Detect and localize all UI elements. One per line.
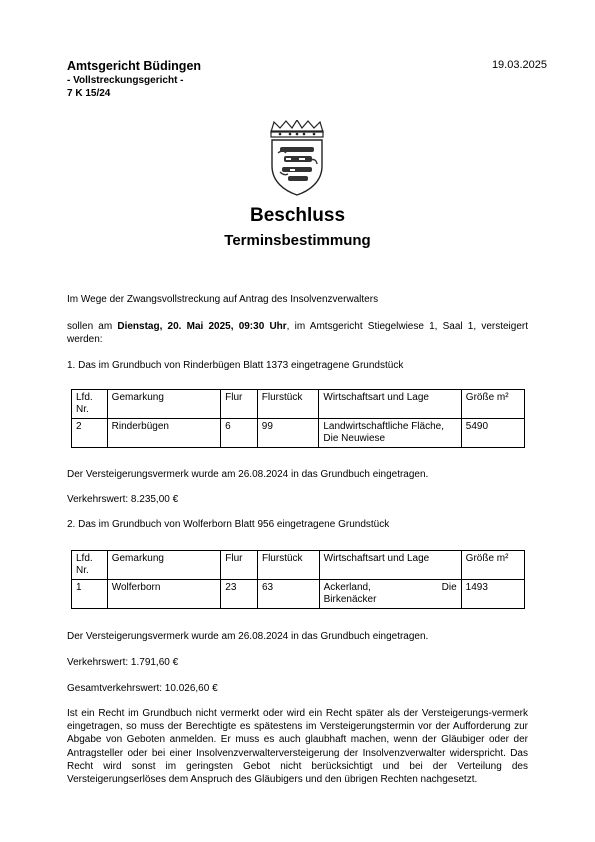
col-header-flurstueck: Flurstück <box>257 551 319 580</box>
document-title: Beschluss <box>249 205 346 226</box>
appointment-suffix: , im Amtsgericht Stiegelwiese 1, Saal 1, versteigert werden: <box>67 321 529 345</box>
table-header-row <box>72 551 525 580</box>
plot-2-heading: 2. Das im Grundbuch von Wolferborn Blatt 956 eingetragene Grundstück <box>67 519 390 530</box>
cell-lage <box>319 580 461 609</box>
cell-lage-line-1 <box>324 582 457 594</box>
cell-lage-part-b: Die <box>441 582 457 593</box>
cell-flurstueck: 63 <box>257 580 319 609</box>
col-header-nr: Lfd. Nr. <box>72 551 108 580</box>
cell-flur: 23 <box>221 580 258 609</box>
col-header-flurstueck: Flurstück <box>257 390 319 419</box>
cell-gemarkung: Rinderbügen <box>107 419 220 448</box>
legal-notice: Ist ein Recht im Grundbuch nicht vermerkt oder wird ein Recht später als der Versteigerungs-vermerk eingetragen, so muss der Berechtigte es spätestens im Versteigerungstermin vor der Aufforderung zur Abgabe von Geboten anmelden. Er muss es auch glaubhaft machen, wenn der Gläubiger oder der Antragsteller oder bei einer Insolvenzverwalterversteigerung der Insolvenzverwalter widerspricht. Das Recht wird sonst im geringsten Gebot nicht berücksichtigt und bei der Verteilung des Versteigerungserlöses dem Anspruch des Gläubigers und den übrigen Rechten nachgesetzt. <box>67 708 528 786</box>
appointment-text <box>67 320 528 346</box>
cell-groesse: 5490 <box>461 419 524 448</box>
plot-1-heading: 1. Das im Grundbuch von Rinderbügen Blatt 1373 eingetragene Grundstück <box>67 360 404 371</box>
cell-flurstueck: 99 <box>257 419 319 448</box>
table-header-row <box>72 390 525 419</box>
file-number: 7 K 15/24 <box>67 88 111 99</box>
table-row <box>72 580 525 609</box>
appointment-date: Dienstag, 20. Mai 2025, 09:30 Uhr <box>117 321 287 332</box>
court-department: - Vollstreckungsgericht - <box>67 75 184 86</box>
plot-2-verkehrswert: Verkehrswert: 1.791,60 € <box>67 657 179 668</box>
cell-groesse: 1493 <box>461 580 524 609</box>
plot-1-verkehrswert: Verkehrswert: 8.235,00 € <box>67 494 179 505</box>
col-header-lage: Wirtschaftsart und Lage <box>319 551 461 580</box>
court-name: Amtsgericht Büdingen <box>67 59 202 73</box>
plot-2-vermerk: Der Versteigerungsvermerk wurde am 26.08.2024 in das Grundbuch eingetragen. <box>67 631 429 642</box>
cell-lage-line-2: Birkenäcker <box>323 594 377 605</box>
hessen-coat-of-arms-icon <box>266 120 328 196</box>
document-date: 19.03.2025 <box>491 59 547 71</box>
table-row <box>72 419 525 448</box>
col-header-groesse: Größe m² <box>461 551 524 580</box>
appointment-prefix: sollen am <box>67 321 118 332</box>
col-header-flur: Flur <box>221 390 258 419</box>
plot-1-vermerk: Der Versteigerungsvermerk wurde am 26.08.2024 in das Grundbuch eingetragen. <box>67 469 429 480</box>
cell-nr: 2 <box>72 419 108 448</box>
cell-nr: 1 <box>72 580 108 609</box>
col-header-nr: Lfd. Nr. <box>72 390 108 419</box>
cell-lage-part-a: Ackerland, <box>323 582 371 593</box>
col-header-flur: Flur <box>221 551 258 580</box>
plot-1-table <box>71 389 525 448</box>
cell-lage: Landwirtschaftliche Fläche, Die Neuwiese <box>319 419 461 448</box>
cell-flur: 6 <box>221 419 258 448</box>
col-header-gemarkung: Gemarkung <box>107 551 221 580</box>
col-header-gemarkung: Gemarkung <box>107 390 220 419</box>
plot-2-table <box>71 550 525 609</box>
col-header-groesse: Größe m² <box>461 390 524 419</box>
col-header-lage: Wirtschaftsart und Lage <box>319 390 461 419</box>
cell-gemarkung: Wolferborn <box>107 580 221 609</box>
document-subtitle: Terminsbestimmung <box>224 232 371 249</box>
intro-text: Im Wege der Zwangsvollstreckung auf Antrag des Insolvenzverwalters <box>67 294 379 305</box>
total-value: Gesamtverkehrswert: 10.026,60 € <box>67 683 218 694</box>
